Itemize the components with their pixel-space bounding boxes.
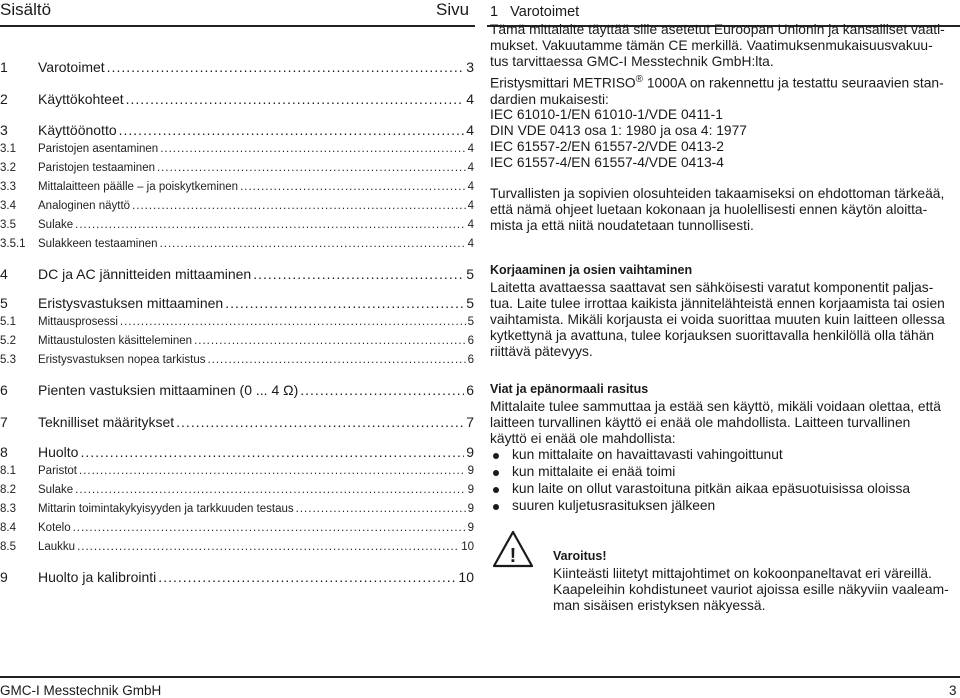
contents-title: Sisältö xyxy=(0,0,52,19)
header-rule-left xyxy=(0,25,475,27)
toc-entry[interactable]: 3.4 Analoginen näyttö ..... 4 xyxy=(0,200,474,212)
faults-heading: Viat ja epänormaali rasitus xyxy=(490,382,649,396)
registered-mark: ® xyxy=(635,74,644,85)
toc-entry[interactable]: 3 Käyttöönotto ..... 4 xyxy=(0,122,474,138)
standard-item: IEC 61010-1/EN 61010-1/VDE 0411-1 xyxy=(490,107,723,122)
toc-entry[interactable]: 3.2 Paristojen testaaminen ..... 4 xyxy=(0,162,474,174)
list-item: kun mittalaite on havaittavasti vahingoittunut xyxy=(490,447,960,464)
toc-entry[interactable]: 2 Käyttökohteet ..... 4 xyxy=(0,91,474,107)
repairs-heading: Korjaaminen ja osien vaihtaminen xyxy=(490,263,693,277)
toc-entry[interactable]: 4 DC ja AC jännitteiden mittaaminen ..... 5 xyxy=(0,266,474,282)
list-item: suuren kuljetusrasituksen jälkeen xyxy=(490,498,960,515)
page-column-label: Sivu xyxy=(436,0,470,19)
toc-entry[interactable]: 5.1 Mittausprosessi ..... 5 xyxy=(0,316,474,328)
toc-entry[interactable]: 5.3 Eristysvastuksen nopea tarkistus ..... 6 xyxy=(0,354,474,366)
faults-bullet-list xyxy=(490,447,960,515)
toc-entry[interactable]: 8.5 Laukku ..... 10 xyxy=(0,541,474,553)
standard-item: IEC 61557-4/EN 61557-4/VDE 0413-4 xyxy=(490,155,724,170)
toc-entry[interactable]: 5.2 Mittaustulosten käsitteleminen ..... 6 xyxy=(0,335,474,347)
warning-title: Varoitus! xyxy=(553,549,607,563)
toc-entry[interactable]: 3.1 Paristojen asentaminen ..... 4 xyxy=(0,143,474,155)
safety-paragraph-3: Turvallisten ja sopivien olosuhteiden takaamiseksi on ehdottoman tärkeää, että nämä ohjeet luetaan kokonaan ja huolellisesti ennen käytön aloitta- mista ja että niitä noudatetaan tunnollisesti. xyxy=(490,186,945,233)
warning-text: Kiinteästi liitetyt mittajohtimet on kokoonpaneltavat eri väreillä. Kaapeleihin kohdistuneet vauriot ajoissa esille näkyviin vaaleam- man sisäisen eristyksen näkyessä. xyxy=(553,566,949,613)
section-1-heading xyxy=(490,4,960,20)
toc-entry[interactable]: 8.4 Kotelo ..... 9 xyxy=(0,522,474,534)
toc-entry[interactable]: 9 Huolto ja kalibrointi ..... 10 xyxy=(0,569,474,585)
toc-entry[interactable]: 8.1 Paristot ..... 9 xyxy=(0,465,474,477)
standards-list xyxy=(490,107,960,171)
toc-entry[interactable]: 7 Teknilliset määritykset ..... 7 xyxy=(0,414,474,430)
faults-paragraph: Mittalaite tulee sammuttaa ja estää sen käyttö, mikäli voidaan olettaa, että laitteen turvallinen käyttö ei enää ole mahdollista. Laitteen turvallinen käyttö ei enää ole mahdollista: xyxy=(490,399,941,446)
toc-entry[interactable]: 3.5 Sulake ..... 4 xyxy=(0,219,474,231)
safety-paragraph-2: Eristysmittari METRISO® 1000A on rakennettu ja testattu seuraavien stan- dardien mukaisesti: xyxy=(490,74,944,107)
standard-item: DIN VDE 0413 osa 1: 1980 ja osa 4: 1977 xyxy=(490,123,747,138)
toc-entry[interactable]: 8.3 Mittarin toimintakykyisyyden ja tarkkuuden testaus ..... 9 xyxy=(0,503,474,515)
toc-entry[interactable]: 5 Eristysvastuksen mittaaminen ..... 5 xyxy=(0,295,474,311)
toc-entry[interactable]: 6 Pienten vastuksien mittaaminen (0 ... 4 Ω) ..... 6 xyxy=(0,382,474,398)
warning-triangle-icon xyxy=(492,530,534,573)
safety-paragraph-1: Tämä mittalaite täyttää sille asetetut Euroopan Unionin ja kansalliset vaati- mukset. Vakuutamme tämän CE merkillä. Vaatimuksenmukaisuusvakuu- tus tarvittaessa GMC-I Messtechnik GmbH:lta. xyxy=(490,22,945,69)
footer-rule xyxy=(0,676,960,678)
list-item: kun laite on ollut varastoituna pitkän aikaa epäsuotuisissa oloissa xyxy=(490,481,960,498)
toc-entry[interactable]: 1 Varotoimet ..... 3 xyxy=(0,59,474,75)
repairs-paragraph: Laitetta avattaessa saattavat sen sähköisesti varatut komponentit paljas- tua. Laite tulee irrottaa kaikista jännitelähteistä ennen korjaamista tai osien vaihtamista. Mikäli korjausta ei voida suorittaa muuten kuin laitteen ollessa kytkettynä ja avattuna, tulee korjauksen suorittavalla henkilöllä olla tähän riittävä pätevyys. xyxy=(490,280,945,359)
footer-page-number: 3 xyxy=(949,683,957,698)
toc-entry[interactable]: 3.5.1 Sulakkeen testaaminen ..... 4 xyxy=(0,238,474,250)
section-number: 1 xyxy=(490,4,499,20)
toc-entry[interactable]: 3.3 Mittalaitteen päälle – ja poiskytkeminen ..... 4 xyxy=(0,181,474,193)
svg-text:!: ! xyxy=(509,545,517,567)
standard-item: IEC 61557-2/EN 61557-2/VDE 0413-2 xyxy=(490,139,724,154)
list-item: kun mittalaite ei enää toimi xyxy=(490,464,960,481)
toc-entry[interactable]: 8 Huolto ..... 9 xyxy=(0,444,474,460)
toc-entry[interactable]: 8.2 Sulake ..... 9 xyxy=(0,484,474,496)
footer-company: GMC-I Messtechnik GmbH xyxy=(0,683,162,698)
section-title: Varotoimet xyxy=(510,4,580,20)
